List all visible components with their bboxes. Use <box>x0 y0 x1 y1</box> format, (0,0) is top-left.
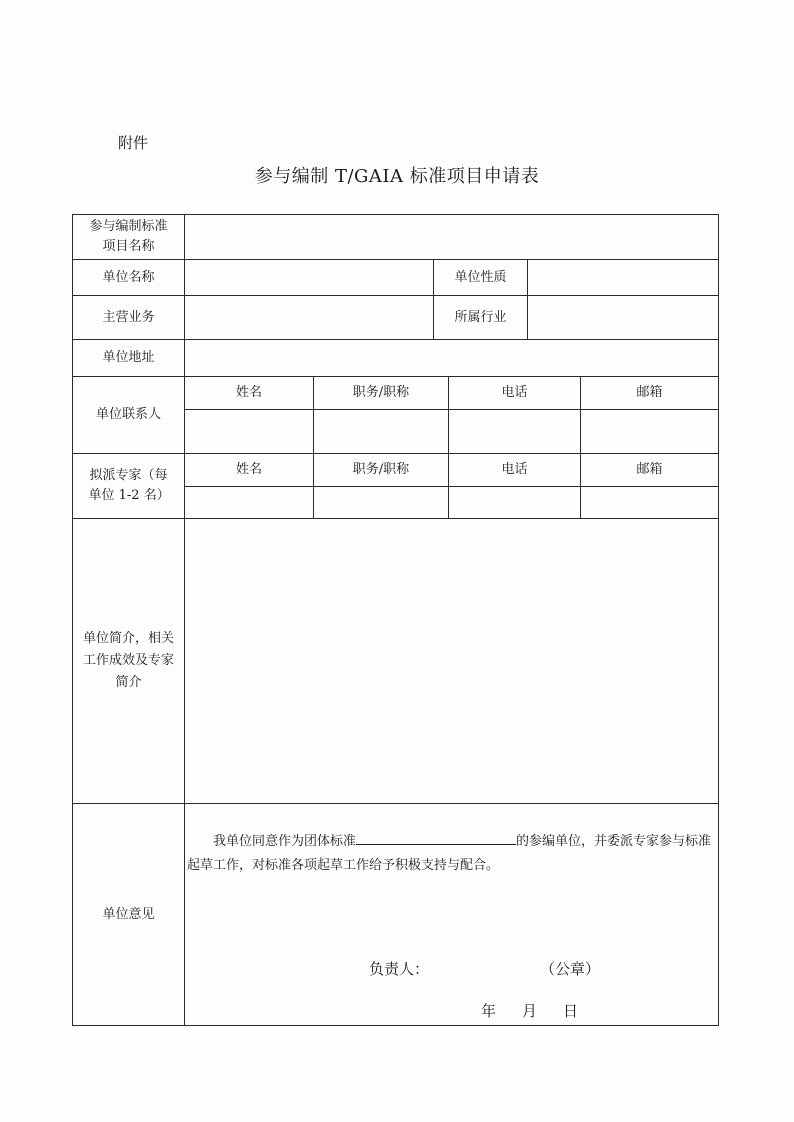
contact-col-phone: 电话 <box>501 385 528 400</box>
date-year: 年 <box>481 1002 497 1020</box>
unit-name-field[interactable] <box>185 260 433 295</box>
opinion-statement <box>187 830 717 878</box>
expert-name-field[interactable] <box>185 487 313 518</box>
expert-email-field[interactable] <box>581 487 718 518</box>
intro-label: 单位简介，相关工作成效及专家简介 <box>82 631 174 690</box>
main-business-field[interactable] <box>185 296 433 339</box>
project-name-label: 参与编制标准项目名称 <box>89 219 168 254</box>
project-name-field[interactable] <box>185 215 718 259</box>
expert-col-phone: 电话 <box>501 462 528 477</box>
date-day: 日 <box>563 1002 579 1020</box>
unit-nature-label: 单位性质 <box>454 269 507 285</box>
responsible-label: 负责人： <box>369 960 430 978</box>
seal-label: （公章） <box>540 960 601 978</box>
expert-col-email: 邮箱 <box>636 462 663 477</box>
date-month: 月 <box>522 1002 538 1020</box>
contact-label: 单位联系人 <box>95 407 161 422</box>
form-title: 参与编制 T/GAIA 标准项目申请表 <box>254 166 540 187</box>
contact-email-field[interactable] <box>581 410 718 453</box>
address-label: 单位地址 <box>102 350 155 365</box>
expert-col-title: 职务/职称 <box>352 462 410 477</box>
standard-name-blank[interactable] <box>356 830 516 845</box>
expert-title-field[interactable] <box>314 487 448 518</box>
opinion-text-after: 的参编单位，并委派专家参与标准起草工作，对标准各项起草工作给予积极支持与配合。 <box>187 834 712 873</box>
expert-col-name: 姓名 <box>235 462 262 477</box>
intro-field[interactable] <box>185 519 718 803</box>
expert-phone-field[interactable] <box>449 487 580 518</box>
unit-nature-field[interactable] <box>528 260 718 295</box>
contact-col-email: 邮箱 <box>636 385 663 400</box>
contact-title-field[interactable] <box>314 410 448 453</box>
address-field[interactable] <box>185 340 718 376</box>
opinion-label: 单位意见 <box>102 906 155 922</box>
unit-name-label: 单位名称 <box>102 269 155 285</box>
industry-field[interactable] <box>528 296 718 339</box>
contact-col-title: 职务/职称 <box>352 385 410 400</box>
contact-name-field[interactable] <box>185 410 313 453</box>
main-business-label: 主营业务 <box>102 309 155 325</box>
contact-phone-field[interactable] <box>449 410 580 453</box>
attachment-label: 附件 <box>118 134 149 152</box>
opinion-text-before: 我单位同意作为团体标准 <box>213 834 357 849</box>
industry-label: 所属行业 <box>454 309 507 325</box>
expert-label: 拟派专家（每单位 1-2 名） <box>88 468 170 503</box>
contact-col-name: 姓名 <box>235 385 262 400</box>
